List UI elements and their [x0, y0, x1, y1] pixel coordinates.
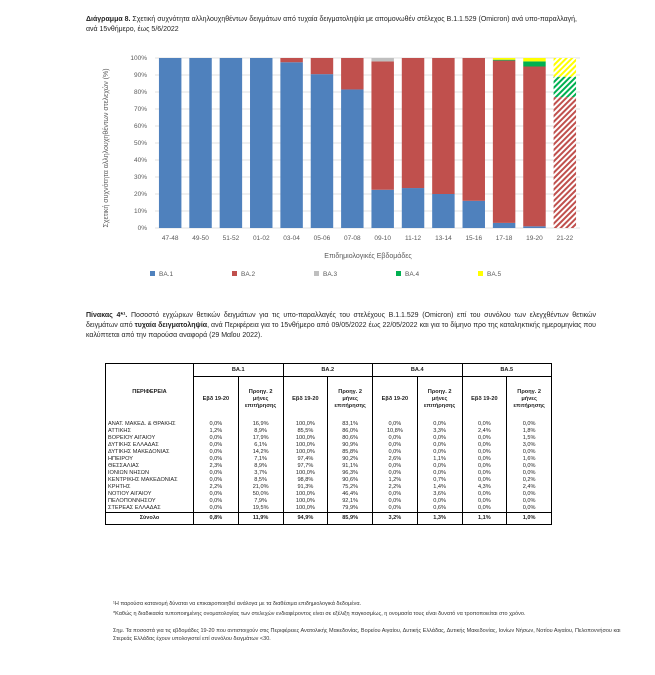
y-axis-label: Σχετική συχνότητα αλληλουχηθέντων στελεχών (%)	[103, 68, 110, 228]
x-tick-label: 17-18	[495, 235, 513, 242]
bar-segment-ba2	[402, 58, 424, 188]
group-header-ba5: BA.5	[462, 364, 552, 377]
value-cell: 85,5%	[283, 428, 328, 435]
x-tick-label: 09-10	[374, 235, 391, 242]
bar-segment-ba1	[159, 58, 181, 228]
sub-header-prev-months: Προηγ. 2 μήνες επιτήρησης	[328, 377, 373, 422]
y-tick-label: 80%	[133, 89, 147, 96]
x-tick-labels	[162, 235, 574, 242]
value-cell: 0,0%	[417, 442, 462, 449]
region-cell: ΙΟΝΙΩΝ ΝΗΣΩΝ	[108, 470, 150, 476]
value-cell: 14,2%	[238, 449, 283, 456]
region-cell: ΚΡΗΤΗΣ	[108, 484, 131, 490]
region-cell: ΘΕΣΣΑΛΙΑΣ	[108, 463, 140, 469]
value-cell: 0,0%	[373, 421, 418, 428]
region-cell: ΔΥΤΙΚΗΣ ΕΛΛΑΔΑΣ	[108, 442, 159, 448]
table-group-header-row	[106, 364, 552, 377]
value-cell: 3,3%	[417, 428, 462, 435]
region-cell: ΝΟΤΙΟΥ ΑΙΓΑΙΟΥ	[108, 491, 152, 497]
region-cell: Σύνολο	[106, 513, 194, 525]
value-cell: 16,9%	[238, 421, 283, 428]
y-tick-labels	[130, 55, 147, 232]
table-caption-text-b: , ανά Περιφέρεια για το 15νθήμερο από 09/05/2022 έως 22/05/2022 και για το δίμηνο προ της καταληκτικής ημερομηνίας που καλύπτεται από την παρούσα αναφορά (29 Μαΐου 2022).	[86, 322, 596, 339]
bar-segment-ba1	[371, 190, 393, 228]
region-cell: ΑΤΤΙΚΗΣ	[108, 428, 131, 434]
table-row	[106, 484, 552, 491]
sub-header-prev-months: Προηγ. 2 μήνες επιτήρησης	[238, 377, 283, 422]
region-cell: ΗΠΕΙΡΟΥ	[108, 456, 133, 462]
region-cell: ΒΟΡΕΙΟΥ ΑΙΓΑΙΟΥ	[108, 435, 156, 441]
x-tick-label: 03-04	[283, 235, 300, 242]
value-cell: 1,0%	[507, 513, 552, 525]
region-cell: ΣΤΕΡΕΑΣ ΕΛΛΑΔΑΣ	[108, 505, 161, 511]
y-tick-label: 40%	[133, 157, 147, 164]
y-tick-label: 0%	[137, 225, 147, 232]
value-cell: 0,0%	[462, 498, 507, 505]
value-cell: 2,2%	[373, 484, 418, 491]
table-caption-label: Πίνακας 4*¹.	[86, 312, 128, 319]
value-cell: 8,9%	[238, 428, 283, 435]
bar-segment-ba2	[554, 97, 576, 228]
bar-segment-ba1	[523, 226, 545, 228]
value-cell: 0,0%	[194, 498, 239, 505]
bar-segment-ba1	[280, 62, 302, 228]
bar-segment-ba2	[311, 58, 333, 74]
legend-label: BA.3	[323, 271, 338, 278]
region-cell: ΑΝΑΤ. ΜΑΚΕΔ. & ΘΡΑΚΗΣ	[108, 421, 176, 427]
table-body	[106, 421, 552, 525]
value-cell: 100,0%	[283, 449, 328, 456]
value-cell: 0,0%	[194, 470, 239, 477]
value-cell: 0,0%	[194, 435, 239, 442]
bar-segment-ba2	[463, 58, 485, 201]
value-cell: 0,0%	[417, 449, 462, 456]
bar-segment-ba1	[402, 188, 424, 228]
value-cell: 0,0%	[507, 498, 552, 505]
legend-label: BA.2	[241, 271, 256, 278]
table-row	[106, 442, 552, 449]
value-cell: 1,3%	[417, 513, 462, 525]
bar-segment-ba5	[493, 58, 515, 60]
value-cell: 0,0%	[373, 491, 418, 498]
region-cell: ΠΕΛΟΠΟΝΝΗΣΟΥ	[108, 498, 156, 504]
value-cell: 100,0%	[283, 470, 328, 477]
total-row	[106, 513, 552, 525]
y-tick-label: 20%	[133, 191, 147, 198]
value-cell: 100,0%	[283, 421, 328, 428]
table-row	[106, 470, 552, 477]
x-tick-label: 49-50	[192, 235, 209, 242]
value-cell: 0,0%	[507, 463, 552, 470]
value-cell: 97,7%	[283, 463, 328, 470]
bar-segment-ba1	[220, 58, 242, 228]
bar-segment-ba1	[250, 58, 272, 228]
x-tick-label: 21-22	[556, 235, 574, 242]
value-cell: 100,0%	[283, 435, 328, 442]
sub-header-prev-months: Προηγ. 2 μήνες επιτήρησης	[417, 377, 462, 422]
bar-segment-ba2	[341, 58, 363, 89]
value-cell: 1,6%	[507, 456, 552, 463]
value-cell: 7,1%	[238, 456, 283, 463]
value-cell: 0,0%	[417, 435, 462, 442]
value-cell: 90,2%	[328, 456, 373, 463]
value-cell: 100,0%	[283, 491, 328, 498]
footnote-1: ¹Η παρούσα κατανομή δύναται να επικαιροποιηθεί ανάλογα με τα διαθέσιμα επιδημιολογικά δεδομένα.	[113, 601, 362, 607]
gridlines	[155, 58, 580, 228]
value-cell: 90,6%	[328, 477, 373, 484]
value-cell: 19,5%	[238, 505, 283, 513]
footnote-2: *Καθώς η διαδικασία τυποποιημένης ονοματολογίας των στελεχών ενδιαφέροντος είναι σε εξέλιξη παγκοσμίως, η ονομασία τους είναι δυνατό να τροποποιείται στο χρόνο.	[113, 611, 526, 617]
value-cell: 0,0%	[462, 505, 507, 513]
bar-segment-ba3	[371, 58, 393, 61]
bar-segment-ba1	[341, 89, 363, 228]
bar-segment-ba5	[523, 58, 545, 61]
value-cell: 0,0%	[507, 505, 552, 513]
value-cell: 98,8%	[283, 477, 328, 484]
bar-segment-ba1	[463, 201, 485, 228]
value-cell: 8,9%	[238, 463, 283, 470]
bar-segment-ba2	[523, 67, 545, 227]
value-cell: 0,0%	[417, 463, 462, 470]
value-cell: 1,2%	[194, 428, 239, 435]
value-cell: 1,5%	[507, 435, 552, 442]
value-cell: 86,0%	[328, 428, 373, 435]
chart-caption-label: Διάγραμμα 8.	[86, 16, 131, 23]
value-cell: 0,2%	[507, 477, 552, 484]
x-tick-label: 19-20	[526, 235, 543, 242]
value-cell: 1,8%	[507, 428, 552, 435]
value-cell: 0,8%	[194, 513, 239, 525]
value-cell: 0,0%	[194, 477, 239, 484]
value-cell: 97,4%	[283, 456, 328, 463]
value-cell: 4,3%	[462, 484, 507, 491]
legend-label: BA.4	[405, 271, 420, 278]
value-cell: 91,1%	[328, 463, 373, 470]
legend-label: BA.1	[159, 271, 174, 278]
value-cell: 100,0%	[283, 442, 328, 449]
table-row	[106, 435, 552, 442]
value-cell: 0,0%	[373, 442, 418, 449]
value-cell: 3,7%	[238, 470, 283, 477]
table-row	[106, 456, 552, 463]
y-tick-label: 90%	[133, 72, 147, 79]
value-cell: 2,4%	[462, 428, 507, 435]
region-cell: ΔΥΤΙΚΗΣ ΜΑΚΕΔΟΝΙΑΣ	[108, 449, 170, 455]
sub-header-weeks: Εβδ 19-20	[283, 377, 328, 422]
value-cell: 0,0%	[462, 456, 507, 463]
value-cell: 0,6%	[417, 505, 462, 513]
table-row	[106, 491, 552, 498]
chart-caption	[86, 15, 586, 35]
value-cell: 0,0%	[373, 435, 418, 442]
x-tick-label: 47-48	[161, 235, 179, 242]
value-cell: 21,0%	[238, 484, 283, 491]
value-cell: 83,1%	[328, 421, 373, 428]
value-cell: 80,6%	[328, 435, 373, 442]
value-cell: 0,0%	[417, 498, 462, 505]
x-tick-label: 05-06	[313, 235, 331, 242]
value-cell: 0,0%	[462, 491, 507, 498]
value-cell: 90,9%	[328, 442, 373, 449]
value-cell: 100,0%	[283, 498, 328, 505]
value-cell: 0,0%	[194, 449, 239, 456]
bar-segment-ba4	[554, 77, 576, 97]
value-cell: 0,0%	[462, 470, 507, 477]
legend-swatch	[232, 271, 237, 276]
legend-swatch	[314, 271, 319, 276]
legend	[150, 271, 501, 278]
value-cell: 3,6%	[417, 491, 462, 498]
sub-header-weeks: Εβδ 19-20	[194, 377, 239, 422]
chart-caption-text: Σχετική συχνότητα αλληλουχηθέντων δειγμάτων από τυχαία δειγματοληψία με απομονωθέν στέλεχος B.1.1.529 (Omicron) ανά υπο-παραλλαγή, ανά 15νθήμερο, έως 5/6/2022	[86, 16, 577, 33]
value-cell: 0,0%	[373, 498, 418, 505]
bar-segment-ba2	[493, 61, 515, 223]
legend-swatch	[396, 271, 401, 276]
value-cell: 10,8%	[373, 428, 418, 435]
y-tick-label: 70%	[133, 106, 147, 113]
group-header-ba2: BA.2	[283, 364, 373, 377]
y-tick-label: 30%	[133, 174, 147, 181]
table-row	[106, 477, 552, 484]
value-cell: 0,0%	[462, 421, 507, 428]
value-cell: 0,0%	[462, 449, 507, 456]
value-cell: 2,3%	[194, 463, 239, 470]
y-tick-label: 100%	[130, 55, 147, 62]
value-cell: 0,0%	[462, 442, 507, 449]
sub-header-weeks: Εβδ 19-20	[373, 377, 418, 422]
value-cell: 0,0%	[194, 456, 239, 463]
bar-segment-ba1	[311, 74, 333, 228]
value-cell: 94,9%	[283, 513, 328, 525]
value-cell: 96,3%	[328, 470, 373, 477]
table-caption	[86, 311, 596, 341]
value-cell: 100,0%	[283, 505, 328, 513]
value-cell: 79,9%	[328, 505, 373, 513]
value-cell: 0,0%	[194, 491, 239, 498]
value-cell: 0,0%	[373, 449, 418, 456]
value-cell: 0,0%	[194, 442, 239, 449]
stacked-bar-chart	[100, 48, 580, 288]
table-row	[106, 463, 552, 470]
x-axis-label: Επιδημιολογικές Εβδομάδες	[324, 253, 412, 260]
value-cell: 1,2%	[373, 477, 418, 484]
value-cell: 0,0%	[417, 470, 462, 477]
bar-segment-ba2	[371, 61, 393, 189]
x-tick-label: 11-12	[404, 235, 422, 242]
value-cell: 2,6%	[373, 456, 418, 463]
bar-segment-ba4	[493, 60, 515, 61]
regional-variant-table	[105, 363, 552, 525]
value-cell: 0,0%	[373, 463, 418, 470]
table-caption-text-a: Ποσοστό εγχώριων θετικών δειγμάτων για τις υπο-παραλλαγές του στελέχους B.1.1.529 (Omicron) επί του συνόλου των ελεγχθέντων θετικών δειγμάτων από	[86, 312, 596, 329]
table-row	[106, 428, 552, 435]
y-tick-label: 50%	[133, 140, 147, 147]
value-cell: 3,2%	[373, 513, 418, 525]
value-cell: 0,0%	[373, 505, 418, 513]
bar-segment-ba1	[189, 58, 211, 228]
value-cell: 0,0%	[462, 435, 507, 442]
value-cell: 92,1%	[328, 498, 373, 505]
value-cell: 46,4%	[328, 491, 373, 498]
table-row	[106, 498, 552, 505]
value-cell: 0,0%	[373, 470, 418, 477]
value-cell: 0,0%	[507, 470, 552, 477]
bar-segment-ba4	[523, 61, 545, 66]
group-header-ba1: BA.1	[194, 364, 284, 377]
value-cell: 0,7%	[417, 477, 462, 484]
value-cell: 1,1%	[462, 513, 507, 525]
value-cell: 17,9%	[238, 435, 283, 442]
bar-segment-ba2	[432, 58, 454, 194]
x-tick-label: 13-14	[435, 235, 452, 242]
x-tick-label: 01-02	[252, 235, 270, 242]
table-row	[106, 421, 552, 428]
value-cell: 2,2%	[194, 484, 239, 491]
value-cell: 0,0%	[194, 421, 239, 428]
x-tick-label: 15-16	[465, 235, 483, 242]
bar-segment-ba5	[554, 58, 576, 77]
region-cell: ΚΕΝΤΡΙΚΗΣ ΜΑΚΕΔΟΝΙΑΣ	[108, 477, 178, 483]
legend-label: BA.5	[487, 271, 502, 278]
value-cell: 50,0%	[238, 491, 283, 498]
value-cell: 0,0%	[507, 449, 552, 456]
bar-segment-ba2	[280, 58, 302, 62]
value-cell: 0,0%	[462, 477, 507, 484]
x-tick-label: 07-08	[344, 235, 361, 242]
value-cell: 0,0%	[194, 505, 239, 513]
value-cell: 75,2%	[328, 484, 373, 491]
value-cell: 85,9%	[328, 513, 373, 525]
group-header-ba4: BA.4	[373, 364, 463, 377]
value-cell: 6,1%	[238, 442, 283, 449]
table-row	[106, 449, 552, 456]
sub-header-weeks: Εβδ 19-20	[462, 377, 507, 422]
table-caption-bold: τυχαία δειγματοληψία	[134, 322, 208, 329]
legend-swatch	[150, 271, 155, 276]
x-tick-label: 51-52	[222, 235, 240, 242]
value-cell: 11,9%	[238, 513, 283, 525]
value-cell: 2,4%	[507, 484, 552, 491]
value-cell: 0,0%	[417, 421, 462, 428]
value-cell: 0,0%	[462, 463, 507, 470]
legend-swatch	[478, 271, 483, 276]
value-cell: 1,1%	[417, 456, 462, 463]
bar-segment-ba1	[432, 194, 454, 228]
y-tick-label: 60%	[133, 123, 147, 130]
table-row	[106, 505, 552, 513]
value-cell: 1,4%	[417, 484, 462, 491]
y-tick-label: 10%	[133, 208, 147, 215]
sub-header-prev-months: Προηγ. 2 μήνες επιτήρησης	[507, 377, 552, 422]
value-cell: 8,5%	[238, 477, 283, 484]
footnote-3: Σημ. Τα ποσοστά για τις εβδομάδες 19-20 που αντιστοιχούν στις Περιφέρειες Ανατολικής Μακεδονίας, Βορείου Αιγαίου, Δυτικής Ελλάδας, Δυτικής Μακεδονίας, Ιονίων Νήσων, Νοτίου Αιγαίου, Πελοποννήσου και Στερεάς Ελλάδας έχουν υπολογιστεί επί συνόλου δειγμάτων <30.	[113, 628, 621, 642]
value-cell: 3,0%	[507, 442, 552, 449]
value-cell: 7,9%	[238, 498, 283, 505]
value-cell: 91,3%	[283, 484, 328, 491]
value-cell: 0,0%	[507, 491, 552, 498]
value-cell: 0,0%	[507, 421, 552, 428]
bar-segment-ba1	[493, 223, 515, 228]
value-cell: 85,8%	[328, 449, 373, 456]
region-header: ΠΕΡΙΦΕΡΕΙΑ	[132, 389, 167, 395]
